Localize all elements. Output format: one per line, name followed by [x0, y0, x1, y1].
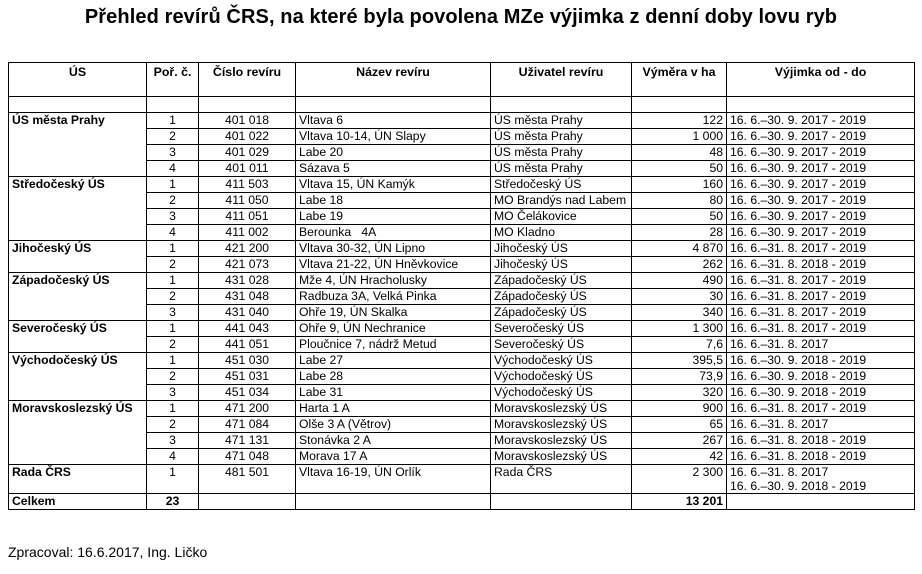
poradi-cell: 1 [147, 177, 199, 193]
uzivatel-cell: Východočeský ÚS [491, 353, 632, 369]
vymera-cell: 320 [632, 385, 727, 401]
vymera-cell: 267 [632, 433, 727, 449]
poradi-cell: 1 [147, 401, 199, 417]
nazev-reviru-cell: Vltava 16-19, ÚN Orlík [296, 465, 491, 494]
total-row [9, 494, 915, 510]
poradi-cell: 1 [147, 465, 199, 494]
nazev-reviru-cell: Labe 31 [296, 385, 491, 401]
vymera-cell: 900 [632, 401, 727, 417]
footer-note: Zpracoval: 16.6.2017, Ing. Ličko [8, 544, 208, 560]
cislo-reviru-cell: 411 503 [199, 177, 296, 193]
nazev-reviru-cell: Ploučnice 7, nádrž Metud [296, 337, 491, 353]
vyjimka-cell [727, 209, 915, 225]
vyjimka-cell [727, 417, 915, 433]
uzivatel-cell: ÚS města Prahy [491, 129, 632, 145]
uzivatel-cell: ÚS města Prahy [491, 145, 632, 161]
vyjimka-cell [727, 145, 915, 161]
uzivatel-cell: Moravskoslezský ÚS [491, 449, 632, 465]
vyjimka-cell [727, 353, 915, 369]
uzivatel-cell: MO Brandýs nad Labem [491, 193, 632, 209]
cislo-reviru-cell: 401 022 [199, 129, 296, 145]
vymera-cell: 42 [632, 449, 727, 465]
vyjimka-line: 16. 6.–30. 9. 2017 - 2019 [730, 113, 867, 127]
uzivatel-cell: ÚS města Prahy [491, 113, 632, 129]
vyjimka-cell [727, 465, 915, 494]
vyjimka-cell [727, 193, 915, 209]
cislo-reviru-cell: 421 200 [199, 241, 296, 257]
vyjimka-line: 16. 6.–30. 9. 2018 - 2019 [730, 385, 867, 399]
vyjimka-line: 16. 6.–31. 8. 2017 - 2019 [730, 289, 867, 303]
vymera-cell: 122 [632, 113, 727, 129]
nazev-reviru-cell: Radbuza 3A, Velká Pinka [296, 289, 491, 305]
poradi-cell: 4 [147, 449, 199, 465]
uzivatel-cell: Severočeský ÚS [491, 337, 632, 353]
vyjimka-cell [727, 257, 915, 273]
nazev-reviru-cell: Ohře 19, ÚN Skalka [296, 305, 491, 321]
uzivatel-cell: Východočeský ÚS [491, 369, 632, 385]
us-cell: Východočeský ÚS [9, 353, 147, 401]
vyjimka-line: 16. 6.–31. 8. 2017 - 2019 [730, 401, 867, 415]
nazev-reviru-cell: Vltava 30-32, ÚN Lipno [296, 241, 491, 257]
uzivatel-cell: Jihočeský ÚS [491, 257, 632, 273]
us-cell: ÚS města Prahy [9, 113, 147, 177]
poradi-cell: 1 [147, 241, 199, 257]
vyjimka-line: 16. 6.–30. 9. 2017 - 2019 [730, 161, 867, 175]
nazev-reviru-cell: Vltava 6 [296, 113, 491, 129]
vyjimka-line: 16. 6.–31. 8. 2018 - 2019 [730, 257, 867, 271]
poradi-cell: 4 [147, 161, 199, 177]
total-vymera: 13 201 [632, 494, 727, 510]
col-header-vymera: Výměra v ha [632, 63, 727, 97]
cislo-reviru-cell: 411 051 [199, 209, 296, 225]
table-row [9, 113, 915, 129]
total-label: Celkem [9, 494, 147, 510]
uzivatel-cell: Severočeský ÚS [491, 321, 632, 337]
cislo-reviru-cell: 411 002 [199, 225, 296, 241]
uzivatel-cell: Moravskoslezský ÚS [491, 433, 632, 449]
nazev-reviru-cell: Ohře 9, ÚN Nechranice [296, 321, 491, 337]
cislo-reviru-cell: 431 048 [199, 289, 296, 305]
col-header-por: Poř. č. [147, 63, 199, 97]
poradi-cell: 1 [147, 353, 199, 369]
vyjimka-line: 16. 6.–30. 9. 2018 - 2019 [730, 353, 867, 367]
vyjimka-cell [727, 449, 915, 465]
uzivatel-cell: Západočeský ÚS [491, 289, 632, 305]
us-cell: Jihočeský ÚS [9, 241, 147, 273]
cislo-reviru-cell: 451 031 [199, 369, 296, 385]
vyjimka-line: 16. 6.–30. 9. 2017 - 2019 [730, 209, 867, 223]
uzivatel-cell: Jihočeský ÚS [491, 241, 632, 257]
vyjimka-line: 16. 6.–31. 8. 2017 - 2019 [730, 241, 867, 255]
nazev-reviru-cell: Labe 20 [296, 145, 491, 161]
vyjimka-cell [727, 385, 915, 401]
poradi-cell: 2 [147, 289, 199, 305]
poradi-cell: 3 [147, 145, 199, 161]
poradi-cell: 3 [147, 433, 199, 449]
vyjimka-line: 16. 6.–30. 9. 2017 - 2019 [730, 193, 867, 207]
cislo-reviru-cell: 411 050 [199, 193, 296, 209]
vymera-cell: 1 300 [632, 321, 727, 337]
nazev-reviru-cell: Labe 18 [296, 193, 491, 209]
vyjimka-cell [727, 241, 915, 257]
vymera-cell: 7,6 [632, 337, 727, 353]
vymera-cell: 30 [632, 289, 727, 305]
spacer-row [9, 97, 915, 113]
vyjimka-cell [727, 177, 915, 193]
total-count: 23 [147, 494, 199, 510]
uzivatel-cell: Západočeský ÚS [491, 273, 632, 289]
vyjimka-line: 16. 6.–31. 8. 2017 [730, 337, 829, 351]
vymera-cell: 50 [632, 209, 727, 225]
uzivatel-cell: Středočeský ÚS [491, 177, 632, 193]
table-row [9, 241, 915, 257]
nazev-reviru-cell: Vltava 15, ÚN Kamýk [296, 177, 491, 193]
poradi-cell: 2 [147, 369, 199, 385]
cislo-reviru-cell: 421 073 [199, 257, 296, 273]
vymera-cell: 80 [632, 193, 727, 209]
vyjimka-line: 16. 6.–30. 9. 2018 - 2019 [730, 479, 867, 493]
table-row [9, 273, 915, 289]
nazev-reviru-cell: Olše 3 A (Větrov) [296, 417, 491, 433]
cislo-reviru-cell: 401 018 [199, 113, 296, 129]
table-body [9, 97, 915, 510]
table-row [9, 321, 915, 337]
vyjimka-line: 16. 6.–31. 8. 2017 [730, 417, 829, 431]
uzivatel-cell: Rada ČRS [491, 465, 632, 494]
nazev-reviru-cell: Sázava 5 [296, 161, 491, 177]
vyjimka-line: 16. 6.–30. 9. 2017 - 2019 [730, 177, 867, 191]
table-row [9, 353, 915, 369]
nazev-reviru-cell: Mže 4, ÚN Hracholusky [296, 273, 491, 289]
poradi-cell: 3 [147, 305, 199, 321]
vyjimka-line: 16. 6.–31. 8. 2018 - 2019 [730, 433, 867, 447]
vyjimka-line: 16. 6.–31. 8. 2017 - 2019 [730, 305, 867, 319]
cislo-reviru-cell: 431 028 [199, 273, 296, 289]
vymera-cell: 50 [632, 161, 727, 177]
table-row [9, 177, 915, 193]
poradi-cell: 1 [147, 273, 199, 289]
poradi-cell: 2 [147, 417, 199, 433]
vymera-cell: 4 870 [632, 241, 727, 257]
vymera-cell: 73,9 [632, 369, 727, 385]
vyjimka-cell [727, 401, 915, 417]
poradi-cell: 1 [147, 321, 199, 337]
header-row [9, 63, 915, 97]
vyjimka-cell [727, 433, 915, 449]
vymera-cell: 340 [632, 305, 727, 321]
vyjimka-cell [727, 225, 915, 241]
nazev-reviru-cell: Morava 17 A [296, 449, 491, 465]
vyjimka-cell [727, 129, 915, 145]
empty-cell [296, 494, 491, 510]
us-cell: Středočeský ÚS [9, 177, 147, 241]
poradi-cell: 1 [147, 113, 199, 129]
poradi-cell: 2 [147, 193, 199, 209]
us-cell: Moravskoslezský ÚS [9, 401, 147, 465]
vymera-cell: 160 [632, 177, 727, 193]
col-header-nazev: Název revíru [296, 63, 491, 97]
uzivatel-cell: Západočeský ÚS [491, 305, 632, 321]
vyjimka-line: 16. 6.–30. 9. 2017 - 2019 [730, 145, 867, 159]
cislo-reviru-cell: 401 029 [199, 145, 296, 161]
us-cell: Západočeský ÚS [9, 273, 147, 321]
vyjimka-cell [727, 113, 915, 129]
cislo-reviru-cell: 441 043 [199, 321, 296, 337]
nazev-reviru-cell: Labe 19 [296, 209, 491, 225]
poradi-cell: 4 [147, 225, 199, 241]
vymera-cell: 1 000 [632, 129, 727, 145]
cislo-reviru-cell: 451 034 [199, 385, 296, 401]
empty-cell [727, 494, 915, 510]
vyjimka-line: 16. 6.–30. 9. 2017 - 2019 [730, 129, 867, 143]
vyjimka-line: 16. 6.–31. 8. 2017 [730, 465, 829, 479]
vymera-cell: 2 300 [632, 465, 727, 494]
cislo-reviru-cell: 441 051 [199, 337, 296, 353]
uzivatel-cell: Východočeský ÚS [491, 385, 632, 401]
uzivatel-cell: MO Kladno [491, 225, 632, 241]
table-row [9, 465, 915, 494]
uzivatel-cell: ÚS města Prahy [491, 161, 632, 177]
cislo-reviru-cell: 471 048 [199, 449, 296, 465]
col-header-cislo: Číslo revíru [199, 63, 296, 97]
cislo-reviru-cell: 471 200 [199, 401, 296, 417]
col-header-us: ÚS [9, 63, 147, 97]
vymera-cell: 48 [632, 145, 727, 161]
vyjimka-cell [727, 337, 915, 353]
us-cell: Severočeský ÚS [9, 321, 147, 353]
poradi-cell: 3 [147, 385, 199, 401]
empty-cell [199, 494, 296, 510]
vyjimka-cell [727, 369, 915, 385]
page-title: Přehled revírů ČRS, na které byla povolena MZe výjimka z denní doby lovu ryb [84, 6, 838, 28]
cislo-reviru-cell: 481 501 [199, 465, 296, 494]
vyjimka-line: 16. 6.–31. 8. 2017 - 2019 [730, 321, 867, 335]
vymera-cell: 395,5 [632, 353, 727, 369]
cislo-reviru-cell: 401 011 [199, 161, 296, 177]
uzivatel-cell: MO Čelákovice [491, 209, 632, 225]
uzivatel-cell: Moravskoslezský ÚS [491, 417, 632, 433]
cislo-reviru-cell: 471 131 [199, 433, 296, 449]
vyjimka-cell [727, 161, 915, 177]
cislo-reviru-cell: 451 030 [199, 353, 296, 369]
empty-cell [491, 494, 632, 510]
us-cell: Rada ČRS [9, 465, 147, 494]
vyjimka-line: 16. 6.–30. 9. 2017 - 2019 [730, 225, 867, 239]
reviry-table [8, 62, 915, 510]
poradi-cell: 3 [147, 209, 199, 225]
uzivatel-cell: Moravskoslezský ÚS [491, 401, 632, 417]
vyjimka-line: 16. 6.–31. 8. 2017 - 2019 [730, 273, 867, 287]
nazev-reviru-cell: Labe 28 [296, 369, 491, 385]
cislo-reviru-cell: 471 084 [199, 417, 296, 433]
nazev-reviru-cell: Vltava 10-14, ÚN Slapy [296, 129, 491, 145]
vyjimka-cell [727, 289, 915, 305]
nazev-reviru-cell: Labe 27 [296, 353, 491, 369]
poradi-cell: 2 [147, 337, 199, 353]
vymera-cell: 65 [632, 417, 727, 433]
vymera-cell: 490 [632, 273, 727, 289]
vyjimka-cell [727, 321, 915, 337]
vyjimka-cell [727, 305, 915, 321]
vyjimka-cell [727, 273, 915, 289]
vymera-cell: 28 [632, 225, 727, 241]
poradi-cell: 2 [147, 257, 199, 273]
poradi-cell: 2 [147, 129, 199, 145]
nazev-reviru-cell: Harta 1 A [296, 401, 491, 417]
col-header-uzivatel: Uživatel revíru [491, 63, 632, 97]
cislo-reviru-cell: 431 040 [199, 305, 296, 321]
nazev-reviru-cell: Berounka 4A [296, 225, 491, 241]
table-row [9, 401, 915, 417]
nazev-reviru-cell: Vltava 21-22, ÚN Hněvkovice [296, 257, 491, 273]
vyjimka-line: 16. 6.–31. 8. 2018 - 2019 [730, 449, 867, 463]
vyjimka-line: 16. 6.–30. 9. 2018 - 2019 [730, 369, 867, 383]
nazev-reviru-cell: Stonávka 2 A [296, 433, 491, 449]
vymera-cell: 262 [632, 257, 727, 273]
col-header-vyjimka: Výjimka od - do [727, 63, 915, 97]
